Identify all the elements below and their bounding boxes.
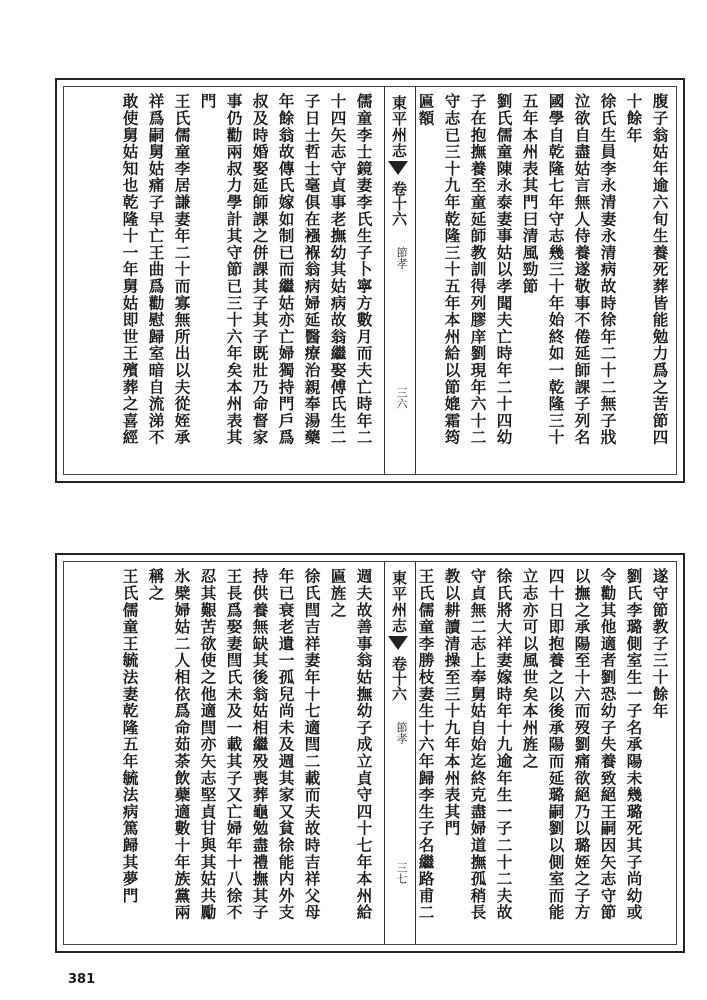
top-right-column: 匾額 [416, 93, 436, 127]
book-title: 東平州志 [390, 570, 408, 634]
bottom-right-column: 立志亦可以風世矣本州旌之 [520, 568, 540, 770]
bottom-right-column: 徐氏將大祥妻嫁時年十九逾年生一子二十二夫故 [494, 568, 514, 921]
bottom-right-column: 以撫之承陽至十六而歿劉痛欲絕乃以璐姪之子方 [572, 568, 592, 921]
section-label: 節孝 [395, 247, 408, 269]
bottom-right-column: 王氏儒童李勝枝妻生十六年歸李生子名繼路甫二 [416, 568, 436, 921]
top-right-column: 徐氏生員李永清妻永清病故時徐年二十二無子戕 [598, 93, 618, 446]
top-page-frame [63, 86, 677, 475]
top-left-column: 子日士哲士毫俱在襁褓翁病婦延醫療治親奉湯藥 [302, 93, 322, 446]
bottom-left-column: 週夫故善事翁姑撫幼子成立貞守四十七年本州給 [354, 568, 374, 921]
bottom-right-column: 遂守節教子三十餘年 [650, 568, 670, 720]
volume-label: 卷十六 [390, 181, 408, 226]
top-right-column: 守志已三十九年乾隆三十五年本州給以節媲霜筠 [442, 93, 462, 446]
top-page [55, 78, 685, 483]
top-right-column: 劉氏儒童陳永泰妻事姑以孝聞夫亡時年二十四幼 [494, 93, 514, 446]
top-left-column: 事仍勸兩叔力學計其守節已三十六年矣本州表其 [224, 93, 244, 446]
bottom-left-column: 稱之 [146, 568, 166, 602]
page-number: 381 [68, 972, 96, 987]
bottom-right-column: 守貞無二志上奉舅姑自始迄終克盡婦道撫孤稍長 [468, 568, 488, 921]
bottom-center-band [384, 562, 416, 944]
bottom-page-frame [63, 561, 677, 945]
top-left-column: 儒童李士鏡妻李氏生子卜寧方數月而夫亡時年二 [354, 93, 374, 446]
bottom-left-column: 王氏儒童王毓法妻乾隆五年毓法病篤歸其夢門 [120, 568, 140, 904]
folio-number: 三七 [395, 862, 408, 884]
bottom-right-column: 令勸其他適者劉恐幼子失養致絕王嗣因矢志守節 [598, 568, 618, 921]
top-left-column: 十四矢志守貞事老撫幼其姑病故翁繼娶傅氏生二 [328, 93, 348, 446]
top-right-column: 十餘年 [624, 93, 644, 144]
bottom-left-column: 忍其艱苦欲使之他適閆亦矢志堅貞甘與其姑共勵 [198, 568, 218, 921]
bottom-left-column: 匾旌之 [328, 568, 348, 619]
top-left-column: 王氏儒童李居謙妻年二十而寡無所出以夫從姪承 [172, 93, 192, 446]
top-left-column: 祥爲嗣舅姑痛子早亡王曲爲勸慰歸室暗自流涕不 [146, 93, 166, 446]
bottom-left-column: 持供養無缺其後翁姑相繼殁喪葬龜勉盡禮撫其子 [250, 568, 270, 921]
book-title: 東平州志 [390, 95, 408, 159]
section-label: 節孝 [395, 722, 408, 744]
bottom-right-column: 劉氏李璐側室生一子名承陽未幾璐死其子尚幼或 [624, 568, 644, 921]
bottom-left-column: 徐氏閆吉祥妻年十七適閆二載而夫故時吉祥父母 [302, 568, 322, 921]
top-center-band [384, 87, 416, 474]
bottom-left-column: 王長爲娶妻閆氏未及一載其子又亡婦年十八徐不 [224, 568, 244, 921]
top-right-column: 國學自乾隆七年守志幾三十年始終如一乾隆三十 [546, 93, 566, 446]
fishtail-mark-icon [388, 636, 408, 650]
top-left-column: 年餘翁故傳氏嫁如制已而繼姑亦亡婦獨持門戶爲 [276, 93, 296, 446]
fishtail-mark-icon [388, 161, 408, 175]
folio-number: 三六 [395, 387, 408, 409]
top-right-column: 子在抱撫養至童延師教訓得列膠庠劉現年六十二 [468, 93, 488, 446]
top-left-column: 門 [198, 93, 218, 110]
bottom-right-column: 教以耕讀清操至三十九年本州表其門 [442, 568, 462, 837]
bottom-left-column: 氷檗婦姑二人相依爲命茹荼飲蘗適數十年族黨兩 [172, 568, 192, 921]
top-left-column: 叔及時婚娶延師課之併課其子其子既壯乃命督家 [250, 93, 270, 446]
top-right-column: 腹子翁姑年逾六旬生養死葬皆能勉力爲之苦節四 [650, 93, 670, 446]
bottom-left-column: 年已衰老遺一孤兒尚未及週其家又貧徐能内外支 [276, 568, 296, 921]
volume-label: 卷十六 [390, 656, 408, 701]
top-right-column: 泣欲自盡姑言無人侍養遂敬事不倦延師課子列名 [572, 93, 592, 446]
bottom-page [55, 553, 685, 953]
top-left-column: 敢使舅姑知也乾隆十一年舅姑即世王殯葬之喜經 [120, 93, 140, 446]
bottom-right-column: 四十日即抱養之以後承陽而延璐嗣劉以側室而能 [546, 568, 566, 921]
top-right-column: 五年本州表其門曰清風勁節 [520, 93, 540, 295]
